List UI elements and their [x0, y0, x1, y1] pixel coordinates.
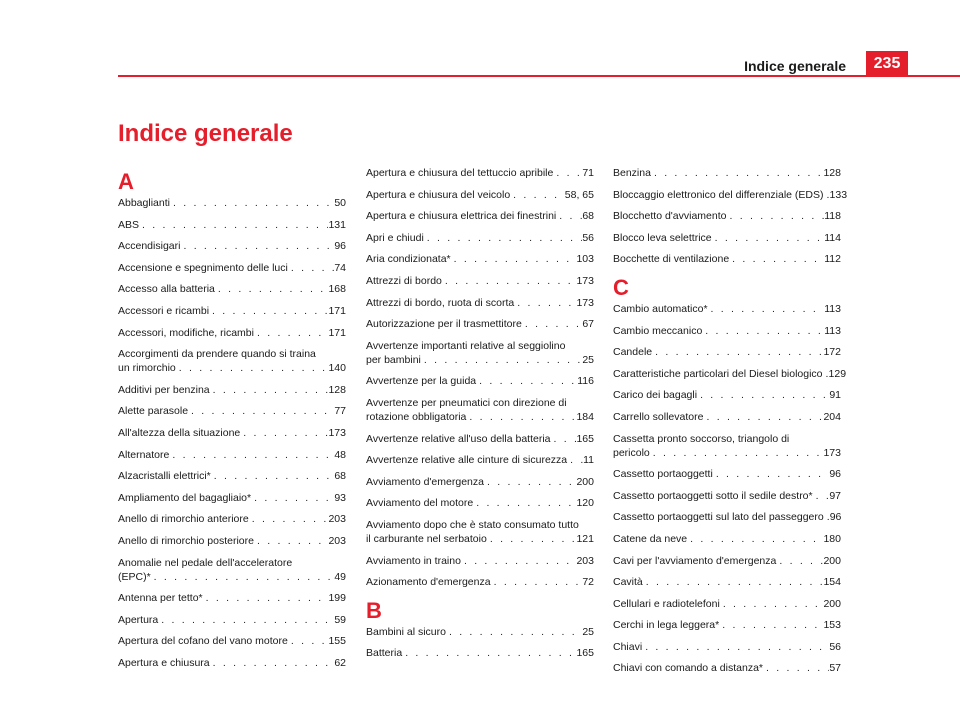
index-entry-page: 103 [576, 253, 594, 266]
index-entry [613, 302, 841, 316]
dot-leader [719, 618, 823, 632]
index-entry-text: Catene da neve [613, 532, 688, 545]
dot-leader [451, 252, 577, 266]
dot-leader [651, 166, 824, 180]
index-entry-page: 165 [576, 647, 594, 660]
dot-leader [720, 597, 824, 611]
index-entry [613, 410, 841, 424]
dot-leader [514, 296, 576, 310]
dot-leader [442, 274, 577, 288]
index-entry-text: Cassetto portaoggetti [613, 468, 713, 481]
page-number-badge: 235 [866, 51, 908, 77]
dot-leader [203, 591, 329, 605]
index-entry-text: Avvertenze relative alle cinture di sicurezza [366, 454, 568, 467]
index-entry-page: 56 [829, 640, 841, 653]
dot-leader [249, 512, 329, 526]
dot-leader [210, 383, 329, 397]
index-entry-text: Anello di rimorchio posteriore [118, 534, 254, 547]
index-entry-page: 129 [828, 367, 847, 380]
index-entry-page: 96 [334, 240, 346, 253]
index-entry-text: Cassetto portaoggetti sul lato del passeggero [613, 511, 824, 524]
index-entry-page: 168 [328, 283, 346, 296]
dot-leader [151, 570, 335, 584]
index-entry-text: Antenna per tetto* [118, 592, 203, 605]
index-entry-text: Caratteristiche particolari del Diesel biologico [613, 367, 823, 380]
index-entry-text: Attrezzi di bordo [366, 274, 442, 287]
index-entry-text-line1: Avvertenze importanti relative al seggiolino [366, 339, 566, 352]
index-entry [613, 467, 841, 481]
index-entry [366, 518, 594, 546]
index-entry-page: 165 [576, 432, 594, 445]
index-entry [366, 317, 594, 331]
index-entry-text: Apertura e chiusura [118, 656, 210, 669]
index-entry [118, 239, 346, 253]
index-entry [118, 556, 346, 584]
dot-leader [522, 317, 582, 331]
index-entry [366, 231, 594, 245]
index-entry-page: 25 [582, 625, 594, 638]
index-entry-text-line1: Cassetta pronto soccorso, triangolo di [613, 432, 790, 445]
dot-leader [176, 361, 329, 375]
index-entry-page: 67 [582, 318, 594, 331]
index-entry-page: 200 [823, 597, 841, 610]
index-entry-text: Avvertenze relative all'uso della batteria [366, 432, 551, 445]
dot-leader [461, 554, 577, 568]
index-entry [366, 396, 594, 424]
index-entry-page: 96 [829, 468, 841, 481]
header-rule [118, 75, 960, 77]
dot-leader [643, 575, 824, 589]
index-entry-text: Blocco leva selettrice [613, 231, 712, 244]
index-entry [118, 634, 346, 648]
section-letter: C [613, 274, 629, 300]
dot-leader [642, 640, 829, 654]
index-entry-text: Cavi per l'avviamento d'emergenza [613, 554, 777, 567]
dot-leader [650, 446, 824, 460]
index-entry [366, 252, 594, 266]
index-entry [366, 188, 594, 202]
dot-leader [702, 324, 824, 338]
index-entry [118, 347, 346, 375]
index-entry-page: 77 [334, 405, 346, 418]
index-entry-text: Alzacristalli elettrici* [118, 470, 211, 483]
index-entry-page: 96 [829, 511, 842, 524]
section-letter: A [118, 169, 134, 194]
index-entry-text: Candele [613, 346, 653, 359]
index-entry-page: 180 [823, 532, 841, 545]
index-entry-page: 116 [577, 375, 594, 388]
index-entry-text: ABS [118, 218, 140, 231]
index-entry-text: per bambini [366, 353, 421, 366]
index-entry-text-line1: Avviamento dopo che è stato consumato tutto [366, 518, 579, 531]
dot-leader [652, 345, 823, 359]
index-entry [118, 383, 346, 397]
index-entry-page: 173 [823, 446, 841, 459]
index-entry [366, 432, 594, 446]
index-entry-text: Bocchette di ventilazione [613, 253, 730, 266]
index-entry-page: 173 [576, 296, 594, 309]
index-entry-text: Abbaglianti [118, 197, 170, 209]
dot-leader [209, 304, 328, 318]
index-entry-text: Benzina [613, 167, 651, 179]
dot-leader [708, 302, 825, 316]
index-entry-text: Avvertenze per la guida [366, 375, 477, 388]
section-letter: B [366, 597, 382, 623]
index-entry-page: 68 [334, 470, 346, 483]
index-entry-text: Accesso alla batteria [118, 283, 215, 296]
index-entry-text: Anello di rimorchio anteriore [118, 513, 249, 526]
dot-leader [484, 475, 577, 489]
dot-leader [703, 410, 823, 424]
index-entry-text: Batteria [366, 647, 403, 660]
index-entry-page: 204 [823, 410, 841, 423]
index-entry [118, 282, 346, 296]
index-entry-text: Apri e chiudi [366, 231, 424, 244]
index-entry [118, 591, 346, 605]
index-entry [118, 426, 346, 440]
dot-leader [466, 410, 576, 424]
dot-leader [169, 448, 334, 462]
running-header-title: Indice generale [744, 58, 846, 74]
dot-leader [713, 467, 830, 481]
index-entry-page: 140 [328, 362, 346, 375]
index-entry-page: 93 [334, 491, 346, 504]
dot-leader [402, 646, 576, 660]
index-entry-page: 62 [334, 656, 346, 669]
dot-leader [712, 231, 825, 245]
dot-leader [211, 469, 335, 483]
dot-leader [553, 166, 582, 180]
index-entry-text: rotazione obbligatoria [366, 410, 467, 423]
index-entry [613, 345, 841, 359]
index-entry-text: Bloccaggio elettronico del differenziale (EDS) [613, 188, 824, 201]
dot-leader [254, 534, 328, 548]
index-entry [366, 339, 594, 367]
index-entry [366, 296, 594, 310]
index-entry [613, 367, 847, 381]
index-entry-page: 50 [334, 197, 346, 209]
index-entry-text: pericolo [613, 446, 650, 459]
index-entry-page: 113 [824, 324, 841, 337]
dot-leader [473, 496, 576, 510]
index-entry-text: Avviamento del motore [366, 497, 474, 510]
index-entry [613, 489, 841, 503]
index-entry-page: 91 [829, 389, 841, 402]
index-entry [366, 575, 594, 589]
dot-leader [421, 353, 582, 367]
index-entry-page: 68 [582, 210, 594, 223]
index-entry-page: 11 [583, 454, 594, 467]
index-entry-page: 112 [824, 253, 841, 266]
dot-leader [776, 554, 823, 568]
index-entry-text: Carrello sollevatore [613, 410, 704, 423]
dot-leader [180, 239, 334, 253]
index-entry [118, 469, 346, 483]
index-entry [613, 597, 841, 611]
index-entry-text: il carburante nel serbatoio [366, 532, 487, 545]
index-entry-text: (EPC)* [118, 570, 151, 583]
index-entry-page: 48 [334, 448, 346, 461]
index-entry-text: Additivi per benzina [118, 383, 210, 396]
index-entry [118, 534, 346, 548]
dot-leader [556, 209, 582, 223]
index-entry [613, 188, 848, 202]
index-entry-text: Apertura e chiusura del veicolo [366, 188, 511, 201]
dot-leader [158, 613, 334, 627]
index-entry [118, 512, 346, 526]
index-entry [118, 404, 346, 418]
index-entry-page: 57 [829, 662, 841, 675]
dot-leader [763, 661, 829, 675]
index-entry-page: 25 [582, 353, 594, 366]
index-entry [613, 231, 841, 245]
index-entry-text: Accensione e spegnimento delle luci [118, 261, 288, 274]
dot-leader [687, 532, 823, 546]
index-entry-text: Autorizzazione per il trasmettitore [366, 318, 522, 331]
index-entry-text: Alternatore [118, 448, 170, 461]
index-entry [613, 532, 841, 546]
index-entry [613, 166, 841, 180]
index-entry [366, 166, 594, 180]
dot-leader [251, 491, 334, 505]
index-entry-text: Cellulari e radiotelefoni [613, 597, 720, 610]
dot-leader [697, 388, 829, 402]
index-entry-text: Avviamento in traino [366, 554, 461, 567]
index-entry-text: Chiavi [613, 640, 643, 653]
index-entry [613, 388, 841, 402]
dot-leader [476, 374, 577, 388]
page-title: Indice generale [118, 120, 293, 147]
index-entry-page: 171 [328, 304, 346, 317]
index-entry-page: 199 [328, 592, 346, 605]
index-entry-text-line1: Avvertenze per pneumatici con direzione di [366, 396, 567, 409]
dot-leader [567, 453, 583, 467]
dot-leader [424, 231, 583, 245]
index-entry-text: Cerchi in lega leggera* [613, 619, 720, 632]
dot-leader [210, 656, 335, 670]
index-entry-page: 72 [582, 576, 594, 589]
index-entry-page: 200 [823, 554, 841, 567]
index-entry [118, 326, 346, 340]
index-entry-page: 131 [328, 218, 346, 231]
index-entry [366, 496, 594, 510]
index-entry-page: 113 [824, 302, 841, 315]
index-entry [613, 432, 841, 460]
index-entry [118, 491, 346, 505]
dot-leader [288, 634, 329, 648]
index-entry-page: 59 [334, 613, 346, 626]
index-entry-text: Azionamento d'emergenza [366, 576, 491, 589]
index-entry-page: 58, 65 [564, 188, 594, 201]
index-entry [613, 661, 841, 675]
index-entry [118, 261, 346, 275]
index-entry-text: Cavità [613, 576, 643, 589]
dot-leader [491, 575, 583, 589]
index-entry-page: 203 [328, 513, 346, 526]
index-entry-text: Attrezzi di bordo, ruota di scorta [366, 296, 515, 309]
dot-leader [813, 489, 830, 503]
index-column-2 [366, 166, 594, 668]
dot-leader [487, 532, 577, 546]
index-entry-page: 128 [823, 167, 841, 179]
index-entry-text: Blocchetto d'avviamento [613, 210, 727, 223]
index-entry-page: 71 [582, 167, 594, 179]
dot-leader [254, 326, 329, 340]
dot-leader [729, 252, 824, 266]
index-entry-page: 155 [328, 635, 346, 648]
index-entry-page: 121 [576, 532, 594, 545]
index-entry-page: 173 [328, 426, 346, 439]
index-entry [118, 196, 346, 210]
dot-leader [188, 404, 334, 418]
index-entry-page: 153 [823, 619, 841, 632]
index-entry [366, 625, 594, 639]
dot-leader [215, 282, 329, 296]
dot-leader [170, 196, 334, 210]
index-entry-page: 172 [823, 346, 841, 359]
dot-leader [446, 625, 582, 639]
index-entry [613, 575, 841, 589]
index-entry-page: 74 [334, 261, 346, 274]
index-entry-text: Accessori, modifiche, ricambi [118, 326, 254, 339]
index-entry-page: 173 [576, 274, 594, 287]
index-entry-text: Cassetto portaoggetti sotto il sedile destro* [613, 489, 813, 502]
index-entry-page: 49 [334, 570, 346, 583]
index-entry [118, 218, 346, 232]
index-entry-page: 120 [576, 497, 594, 510]
index-entry-page: 203 [328, 534, 346, 547]
index-entry [366, 554, 594, 568]
index-entry-text-line1: Accorgimenti da prendere quando si traina [118, 348, 316, 361]
index-entry-text: Cambio automatico* [613, 302, 708, 315]
index-entry-page: 56 [582, 231, 594, 244]
dot-leader [139, 218, 328, 232]
index-entry-page: 118 [824, 210, 841, 223]
index-entry [366, 646, 594, 660]
index-entry-text: Alette parasole [118, 405, 189, 418]
index-entry [613, 554, 841, 568]
index-entry [366, 374, 594, 388]
dot-leader [510, 188, 565, 202]
index-entry-text: Aria condizionata* [366, 253, 451, 266]
index-entry-page: 203 [576, 554, 594, 567]
index-entry [613, 510, 841, 524]
index-entry [613, 640, 841, 654]
dot-leader [551, 432, 577, 446]
index-entry-text: Chiavi con comando a distanza* [613, 662, 764, 675]
dot-leader [727, 209, 825, 223]
index-entry-text: Avviamento d'emergenza [366, 475, 484, 488]
index-entry [613, 324, 841, 338]
index-entry [366, 453, 594, 467]
index-entry [613, 252, 841, 266]
index-entry [613, 618, 841, 632]
index-entry-text: Accessori e ricambi [118, 304, 210, 317]
index-entry [366, 274, 594, 288]
index-entry-page: 200 [576, 475, 594, 488]
index-entry-text: un rimorchio [118, 362, 176, 375]
index-entry-text: Apertura del cofano del vano motore [118, 635, 288, 648]
index-entry [118, 448, 346, 462]
index-entry-text: Apertura e chiusura elettrica dei finestrini [366, 210, 557, 223]
index-entry-text: Ampliamento del bagagliaio* [118, 491, 252, 504]
index-entry-page: 171 [328, 326, 346, 339]
dot-leader [288, 261, 334, 275]
index-entry-page: 128 [328, 383, 346, 396]
index-entry [118, 656, 346, 670]
index-entry-page: 114 [824, 231, 841, 244]
index-entry-page: 133 [829, 188, 848, 201]
index-entry-text: Apertura [118, 613, 159, 626]
index-entry-page: 97 [829, 489, 841, 502]
index-entry-text: Carico dei bagagli [613, 389, 698, 402]
index-entry-text: Accendisigari [118, 240, 181, 253]
index-entry [613, 209, 841, 223]
index-entry-text: Apertura e chiusura del tettuccio apribile [366, 167, 554, 179]
index-entry-text-line1: Anomalie nel pedale dell'acceleratore [118, 556, 293, 569]
index-column-3 [613, 166, 848, 683]
index-entry-page: 184 [576, 410, 594, 423]
index-column-1 [118, 166, 346, 677]
index-entry-page: 154 [823, 576, 841, 589]
index-entry [118, 304, 346, 318]
index-entry [366, 209, 594, 223]
index-entry-text: Bambini al sicuro [366, 625, 446, 638]
index-entry [118, 613, 346, 627]
index-entry-text: Cambio meccanico [613, 324, 703, 337]
dot-leader [240, 426, 328, 440]
index-entry-text: All'altezza della situazione [118, 426, 241, 439]
index-entry [366, 475, 594, 489]
